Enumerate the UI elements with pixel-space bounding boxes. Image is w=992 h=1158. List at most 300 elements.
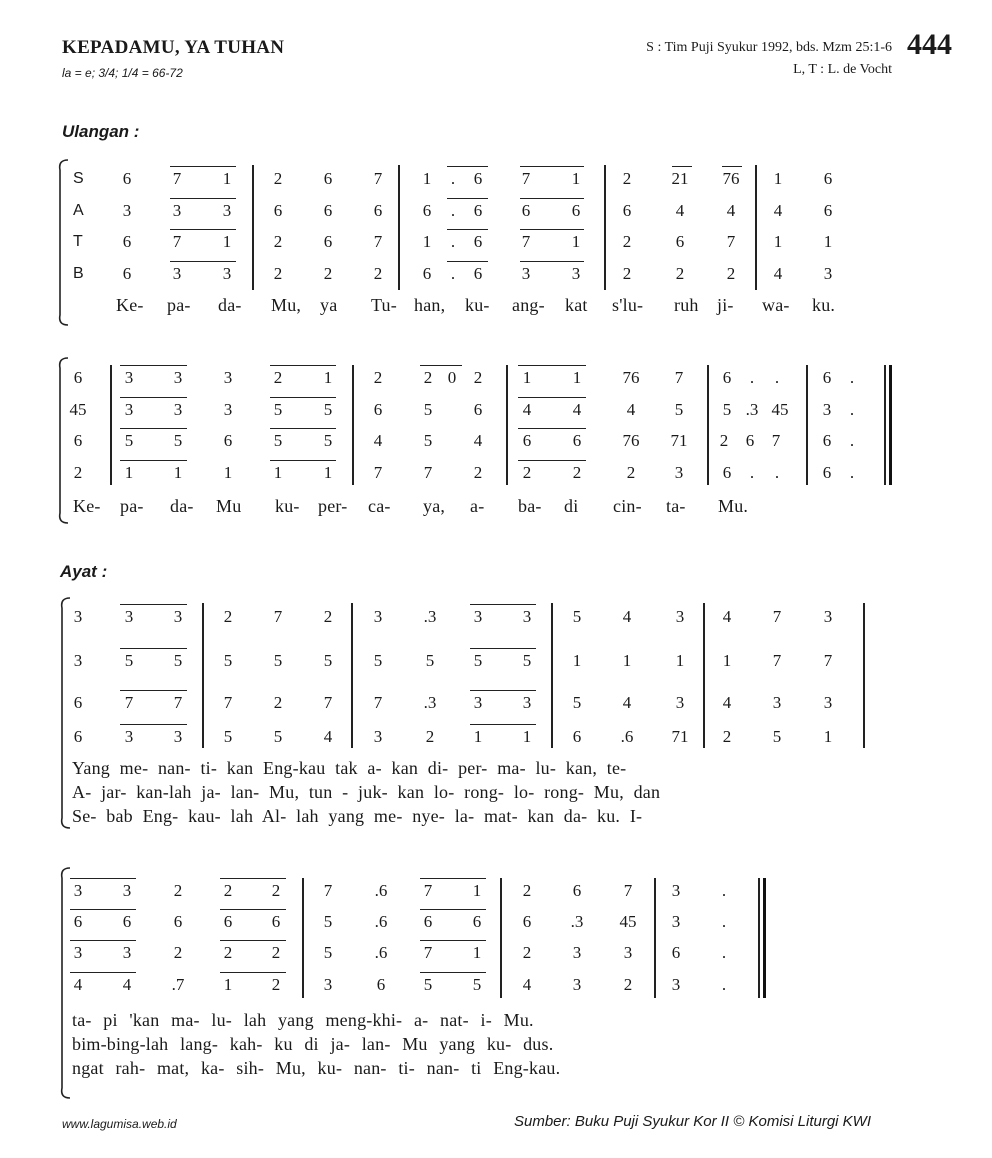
tenor-note: . <box>450 232 456 251</box>
soprano-note: 3 <box>73 607 83 626</box>
bass-note: 1 <box>223 975 233 994</box>
beam-line <box>420 909 486 910</box>
alto-note: 6 <box>823 201 833 220</box>
bass-note: . <box>450 264 456 283</box>
bass-note: . <box>749 463 755 482</box>
soprano-note: 7 <box>273 607 283 626</box>
soprano-note: 7 <box>623 881 633 900</box>
bass-note: 2 <box>626 463 636 482</box>
lyric-syllable: da- <box>218 295 242 315</box>
tenor-note: 1 <box>571 232 581 251</box>
song-number: 444 <box>907 28 952 61</box>
bass-note: 2 <box>572 463 582 482</box>
bass-note: 3 <box>674 463 684 482</box>
bass-note: 2 <box>722 727 732 746</box>
alto-note: 5 <box>223 651 233 670</box>
alto-note: 7 <box>823 651 833 670</box>
soprano-note: 4 <box>722 607 732 626</box>
system-brace <box>58 868 72 1098</box>
soprano-note: 6 <box>473 169 483 188</box>
soprano-note: 6 <box>572 881 582 900</box>
alto-note: 6 <box>373 201 383 220</box>
lyric-syllable: cin- <box>613 496 642 516</box>
tenor-note: . <box>849 431 855 450</box>
bass-note: 3 <box>124 727 134 746</box>
alto-note: 6 <box>423 912 433 931</box>
text-credit: S : Tim Puji Syukur 1992, bds. Mzm 25:1-6 <box>646 40 892 55</box>
bass-note: 1 <box>124 463 134 482</box>
bass-note: 3 <box>222 264 232 283</box>
alto-note: 6 <box>122 912 132 931</box>
bass-note: 3 <box>172 264 182 283</box>
bass-note: 2 <box>622 264 632 283</box>
alto-note: 6 <box>473 201 483 220</box>
lyric-line-2: A- jar- kan-lah ja- lan- Mu, tun - juk- kan lo- rong- lo- rong- Mu, dan <box>72 782 661 802</box>
bass-note: 2 <box>473 463 483 482</box>
lyric-syllable: ta- <box>666 496 686 516</box>
tenor-note: 5 <box>323 943 333 962</box>
soprano-note: 2 <box>373 368 383 387</box>
soprano-note: 7 <box>373 169 383 188</box>
alto-note: 6 <box>472 912 482 931</box>
barline <box>500 878 502 998</box>
lyric-syllable: kat <box>565 295 588 315</box>
lyric-syllable: per- <box>318 496 348 516</box>
soprano-note: 2 <box>323 607 333 626</box>
alto-note: 6 <box>522 912 532 931</box>
alto-note: 5 <box>425 651 435 670</box>
bass-note: 6 <box>722 463 732 482</box>
tenor-note: . <box>721 943 727 962</box>
tenor-note: 7 <box>223 693 233 712</box>
lyric-syllable: ya, <box>423 496 446 516</box>
soprano-note: 1 <box>222 169 232 188</box>
alto-note: 4 <box>675 201 685 220</box>
alto-note: 6 <box>73 912 83 931</box>
beam-line <box>220 972 286 973</box>
tenor-note: 5 <box>124 431 134 450</box>
alto-note: . <box>721 912 727 931</box>
tenor-note: 7 <box>172 232 182 251</box>
tenor-note: 71 <box>670 431 688 450</box>
soprano-note: 0 <box>447 368 457 387</box>
alto-note: 45 <box>771 400 789 419</box>
alto-note: 5 <box>722 400 732 419</box>
soprano-note: 3 <box>373 607 383 626</box>
tenor-note: 2 <box>719 431 729 450</box>
soprano-note: 2 <box>473 368 483 387</box>
voice-label-soprano: S <box>73 170 84 187</box>
tenor-note: 6 <box>822 431 832 450</box>
bass-note: 2 <box>623 975 633 994</box>
lyric-syllable: ang- <box>512 295 545 315</box>
alto-note: 5 <box>323 651 333 670</box>
tenor-note: 6 <box>671 943 681 962</box>
bass-note: .6 <box>620 727 634 746</box>
alto-note: .3 <box>570 912 584 931</box>
soprano-note: 2 <box>273 169 283 188</box>
alto-note: 1 <box>722 651 732 670</box>
alto-note: 4 <box>572 400 582 419</box>
lyric-syllable: Tu- <box>371 295 397 315</box>
alto-note: 1 <box>622 651 632 670</box>
alto-note: 3 <box>223 400 233 419</box>
tenor-note: 5 <box>423 431 433 450</box>
source-credit: Sumber: Buku Puji Syukur Kor II © Komisi Liturgi KWI <box>514 1113 872 1130</box>
bass-note: 1 <box>173 463 183 482</box>
tenor-note: 5 <box>572 693 582 712</box>
soprano-note: .3 <box>423 607 437 626</box>
bass-note: 6 <box>572 727 582 746</box>
soprano-note: 1 <box>522 368 532 387</box>
alto-note: 6 <box>571 201 581 220</box>
soprano-note: 5 <box>572 607 582 626</box>
barline <box>302 878 304 998</box>
lyric-syllable: ca- <box>368 496 391 516</box>
soprano-note: 2 <box>423 368 433 387</box>
bass-note: . <box>721 975 727 994</box>
bass-note: 4 <box>522 975 532 994</box>
tenor-note: 3 <box>73 943 83 962</box>
soprano-note: 7 <box>323 881 333 900</box>
alto-note: 5 <box>173 651 183 670</box>
alto-note: 5 <box>273 651 283 670</box>
tenor-note: 3 <box>823 693 833 712</box>
soprano-note: 7 <box>423 881 433 900</box>
alto-note: 6 <box>521 201 531 220</box>
tenor-note: 6 <box>745 431 755 450</box>
soprano-note: 2 <box>223 607 233 626</box>
soprano-note: 2 <box>273 368 283 387</box>
soprano-note: 7 <box>172 169 182 188</box>
lyric-line-3: ngat rah- mat, ka- sih- Mu, ku- nan- ti- nan- ti Eng-kau. <box>72 1058 561 1078</box>
bass-note: 1 <box>522 727 532 746</box>
tenor-note: 4 <box>373 431 383 450</box>
alto-note: 3 <box>822 400 832 419</box>
alto-note: 6 <box>223 912 233 931</box>
bass-note: .7 <box>171 975 185 994</box>
alto-note: .6 <box>374 912 388 931</box>
soprano-note: 2 <box>173 881 183 900</box>
alto-note: 3 <box>172 201 182 220</box>
beam-line <box>420 940 486 941</box>
lyric-syllable: Ke- <box>116 295 144 315</box>
alto-note: 6 <box>622 201 632 220</box>
bass-note: 3 <box>671 975 681 994</box>
lyric-syllable: pa- <box>167 295 191 315</box>
soprano-note: . <box>774 368 780 387</box>
lyric-syllable: ku. <box>812 295 836 315</box>
lyric-syllable: ku- <box>275 496 300 516</box>
tenor-note: 1 <box>823 232 833 251</box>
bass-note: 1 <box>223 463 233 482</box>
soprano-note: . <box>749 368 755 387</box>
soprano-note: 3 <box>124 607 134 626</box>
alto-note: 4 <box>522 400 532 419</box>
alto-note: 3 <box>671 912 681 931</box>
soprano-note: 3 <box>473 607 483 626</box>
soprano-note: 3 <box>675 607 685 626</box>
lyric-syllable: ji- <box>717 295 734 315</box>
soprano-note: 3 <box>823 607 833 626</box>
alto-note: 5 <box>124 651 134 670</box>
tenor-note: 3 <box>623 943 633 962</box>
tenor-note: 3 <box>772 693 782 712</box>
lyric-syllable: ba- <box>518 496 542 516</box>
lyric-syllable: Mu. <box>718 496 749 516</box>
soprano-note: 3 <box>173 368 183 387</box>
lyric-syllable: a- <box>470 496 485 516</box>
lyric-syllable: ku- <box>465 295 490 315</box>
tenor-note: 1 <box>422 232 432 251</box>
alto-note: 5 <box>373 651 383 670</box>
tenor-note: 6 <box>73 431 83 450</box>
lyric-syllable: wa- <box>762 295 790 315</box>
tenor-note: 5 <box>273 431 283 450</box>
bass-note: 7 <box>373 463 383 482</box>
tenor-note: 2 <box>271 943 281 962</box>
tenor-note: 2 <box>273 693 283 712</box>
soprano-note: 6 <box>823 169 833 188</box>
alto-note: 7 <box>772 651 782 670</box>
soprano-note: 6 <box>73 368 83 387</box>
bass-note: 5 <box>472 975 482 994</box>
bass-note: 3 <box>521 264 531 283</box>
alto-note: . <box>450 201 456 220</box>
soprano-note: . <box>849 368 855 387</box>
tenor-note: 7 <box>726 232 736 251</box>
lyric-syllable: di <box>564 496 579 516</box>
tenor-note: 6 <box>323 232 333 251</box>
lyric-syllable: Mu <box>216 496 242 516</box>
tenor-note: 1 <box>472 943 482 962</box>
tenor-note: 7 <box>771 431 781 450</box>
tenor-note: 2 <box>273 232 283 251</box>
bass-note: 5 <box>223 727 233 746</box>
tenor-note: 6 <box>572 431 582 450</box>
tenor-note: 7 <box>423 943 433 962</box>
alto-note: . <box>849 400 855 419</box>
alto-note: 6 <box>323 201 333 220</box>
bass-note: 2 <box>425 727 435 746</box>
tenor-note: .3 <box>423 693 437 712</box>
bass-note: 2 <box>273 264 283 283</box>
lyric-line-2: bim-bing-lah lang- kah- ku di ja- lan- Mu yang ku- dus. <box>72 1034 554 1054</box>
tenor-note: 3 <box>675 693 685 712</box>
tenor-note: 3 <box>522 693 532 712</box>
alto-note: 1 <box>675 651 685 670</box>
bass-note: 4 <box>73 975 83 994</box>
beam-line <box>220 940 286 941</box>
bass-note: 6 <box>422 264 432 283</box>
alto-note: 5 <box>674 400 684 419</box>
tenor-note: 7 <box>323 693 333 712</box>
alto-note: .3 <box>745 400 759 419</box>
bass-note: 2 <box>726 264 736 283</box>
bass-note: 71 <box>671 727 689 746</box>
bass-note: 3 <box>323 975 333 994</box>
bass-note: 2 <box>675 264 685 283</box>
soprano-note: . <box>450 169 456 188</box>
barline <box>654 878 656 998</box>
bass-note: 3 <box>173 727 183 746</box>
lyric-line-3: Se- bab Eng- kau- lah Al- lah yang me- nye- la- mat- kan da- ku. I- <box>72 806 643 826</box>
tenor-note: 6 <box>73 693 83 712</box>
tenor-note: 1 <box>222 232 232 251</box>
tenor-note: 2 <box>223 943 233 962</box>
bass-note: 4 <box>773 264 783 283</box>
bass-note: 1 <box>323 463 333 482</box>
tenor-note: 4 <box>473 431 483 450</box>
bass-note: . <box>849 463 855 482</box>
soprano-note: 6 <box>323 169 333 188</box>
alto-note: 1 <box>572 651 582 670</box>
tenor-note: 2 <box>522 943 532 962</box>
tenor-note: 5 <box>323 431 333 450</box>
bass-note: 6 <box>473 264 483 283</box>
alto-note: 3 <box>122 201 132 220</box>
soprano-note: 1 <box>422 169 432 188</box>
bass-note: 5 <box>423 975 433 994</box>
lyric-syllable: da- <box>170 496 194 516</box>
tenor-note: 6 <box>473 232 483 251</box>
verse-label: Ayat : <box>60 562 108 581</box>
voice-label-bass: B <box>73 265 84 282</box>
bass-note: 2 <box>373 264 383 283</box>
soprano-note: 7 <box>674 368 684 387</box>
bass-note: 2 <box>323 264 333 283</box>
tenor-note: 5 <box>173 431 183 450</box>
bass-note: 6 <box>73 727 83 746</box>
voice-label-alto: A <box>73 202 84 219</box>
final-barline <box>763 878 766 998</box>
tenor-note: 6 <box>675 232 685 251</box>
soprano-note: 7 <box>772 607 782 626</box>
tenor-note: 6 <box>522 431 532 450</box>
alto-note: 45 <box>619 912 637 931</box>
lyric-syllable: ruh <box>674 295 699 315</box>
bass-note: 1 <box>473 727 483 746</box>
soprano-note: 6 <box>122 169 132 188</box>
alto-note: 4 <box>726 201 736 220</box>
soprano-note: 3 <box>122 881 132 900</box>
tenor-note: 6 <box>122 232 132 251</box>
alto-note: 3 <box>222 201 232 220</box>
bass-note: 5 <box>772 727 782 746</box>
tenor-note: 7 <box>521 232 531 251</box>
bass-note: 2 <box>522 463 532 482</box>
soprano-note: 3 <box>522 607 532 626</box>
bass-note: 4 <box>122 975 132 994</box>
tenor-note: 6 <box>223 431 233 450</box>
lyric-syllable: pa- <box>120 496 144 516</box>
bass-note: . <box>774 463 780 482</box>
bass-note: 4 <box>323 727 333 746</box>
alto-note: 4 <box>626 400 636 419</box>
beam-line <box>220 878 286 879</box>
lyric-syllable: ya <box>320 295 338 315</box>
soprano-note: 3 <box>124 368 134 387</box>
tenor-note: 1 <box>773 232 783 251</box>
soprano-note: 2 <box>271 881 281 900</box>
soprano-note: 2 <box>522 881 532 900</box>
soprano-note: 3 <box>671 881 681 900</box>
alto-note: 5 <box>273 400 283 419</box>
lyric-syllable: s'lu- <box>612 295 644 315</box>
soprano-note: 3 <box>173 607 183 626</box>
beam-line <box>70 878 136 879</box>
alto-note: 6 <box>273 201 283 220</box>
soprano-note: 6 <box>822 368 832 387</box>
soprano-note: 3 <box>73 881 83 900</box>
bass-note: 1 <box>273 463 283 482</box>
tenor-note: 7 <box>124 693 134 712</box>
tenor-note: 2 <box>173 943 183 962</box>
bass-note: 7 <box>423 463 433 482</box>
soprano-note: 6 <box>722 368 732 387</box>
soprano-note: 1 <box>323 368 333 387</box>
beam-line <box>220 909 286 910</box>
tenor-note: 76 <box>622 431 640 450</box>
bass-note: 3 <box>373 727 383 746</box>
bass-note: 3 <box>572 975 582 994</box>
lyric-syllable: Mu, <box>271 295 302 315</box>
bass-note: 2 <box>73 463 83 482</box>
alto-note: 5 <box>323 912 333 931</box>
bass-note: 6 <box>122 264 132 283</box>
soprano-note: 7 <box>521 169 531 188</box>
bass-note: 6 <box>822 463 832 482</box>
tenor-note: 3 <box>122 943 132 962</box>
tenor-note: 3 <box>473 693 483 712</box>
lyric-syllable: han, <box>414 295 446 315</box>
soprano-note: .6 <box>374 881 388 900</box>
alto-note: 6 <box>173 912 183 931</box>
tenor-note: .6 <box>374 943 388 962</box>
tenor-note: 7 <box>173 693 183 712</box>
song-title: KEPADAMU, YA TUHAN <box>62 37 285 58</box>
website-credit: www.lagumisa.web.id <box>62 1117 177 1131</box>
tenor-note: 4 <box>722 693 732 712</box>
alto-note: 4 <box>773 201 783 220</box>
soprano-note: 76 <box>722 169 740 188</box>
alto-note: 6 <box>373 400 383 419</box>
tenor-note: 2 <box>622 232 632 251</box>
soprano-note: 1 <box>571 169 581 188</box>
tenor-note: 3 <box>572 943 582 962</box>
alto-note: 6 <box>422 201 432 220</box>
beam-line <box>70 972 136 973</box>
beam-line <box>420 878 486 879</box>
lyric-line-1: Yang me- nan- ti- kan Eng-kau tak a- kan di- per- ma- lu- kan, te- <box>72 758 627 778</box>
alto-note: 5 <box>522 651 532 670</box>
refrain-label: Ulangan : <box>62 122 140 141</box>
alto-note: 5 <box>323 400 333 419</box>
alto-note: 6 <box>473 400 483 419</box>
soprano-note: 21 <box>671 169 689 188</box>
tenor-note: 4 <box>622 693 632 712</box>
alto-note: 3 <box>124 400 134 419</box>
bass-note: 1 <box>823 727 833 746</box>
bass-note: 5 <box>273 727 283 746</box>
alto-note: 3 <box>73 651 83 670</box>
tenor-note: 7 <box>373 232 383 251</box>
soprano-note: 3 <box>223 368 233 387</box>
tempo-marking: la = e; 3/4; 1/4 = 66-72 <box>62 66 183 80</box>
voice-label-tenor: T <box>73 233 83 250</box>
soprano-note: 1 <box>773 169 783 188</box>
beam-line <box>420 972 486 973</box>
